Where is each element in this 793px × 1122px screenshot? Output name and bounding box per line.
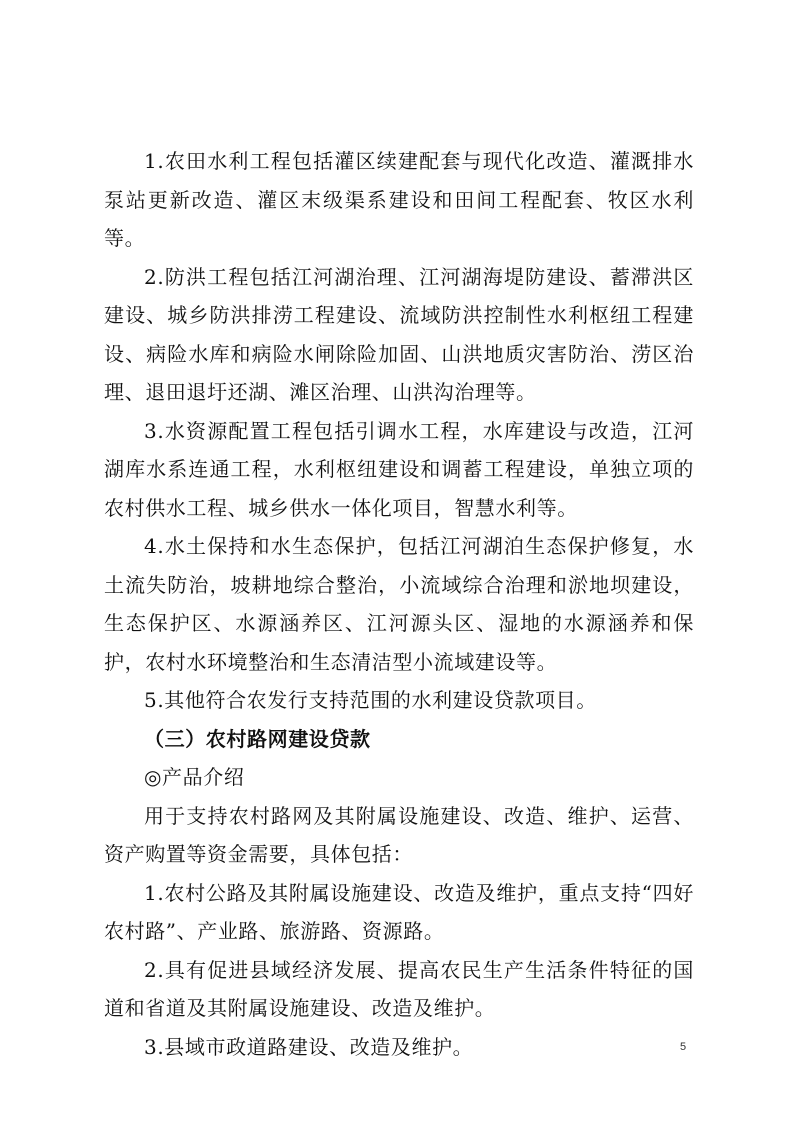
paragraph-other-water-projects: 5.其他符合农发行支持范围的水利建设贷款项目。 bbox=[144, 688, 597, 712]
intro-paragraph: 用于支持农村路网及其附属设施建设、改造、维护、运营、资产购置等资金需要，具体包括： bbox=[104, 803, 694, 866]
paragraph-flood-control: 2.防洪工程包括江河湖治理、江河湖海堤防建设、蓄滞洪区建设、城乡防洪排涝工程建设、流域防洪控制性水利枢纽工程建设、病险水库和病险水闸除险加固、山洪地质灾害防治、涝区治理、退田退圩还湖、滩区治理、山洪沟治理等。 bbox=[104, 264, 694, 404]
list-item-rural-highways: 1.农村公路及其附属设施建设、改造及维护，重点支持“四好农村路”、产业路、旅游路、资源路。 bbox=[104, 880, 694, 943]
product-intro-label: ◎产品介绍 bbox=[144, 765, 245, 789]
paragraph-farmland-irrigation: 1.农田水利工程包括灌区续建配套与现代化改造、灌溉排水泵站更新改造、灌区末级渠系建设和田间工程配套、牧区水利等。 bbox=[104, 149, 694, 250]
page-number: 5 bbox=[680, 1041, 687, 1053]
section-heading-rural-roads: （三）农村路网建设贷款 bbox=[144, 726, 371, 751]
document-body bbox=[104, 142, 694, 1066]
paragraph-water-allocation: 3.水资源配置工程包括引调水工程，水库建设与改造，江河湖库水系连通工程，水利枢纽建设和调蓄工程建设，单独立项的农村供水工程、城乡供水一体化项目，智慧水利等。 bbox=[104, 418, 694, 520]
list-item-national-provincial-roads: 2.具有促进县域经济发展、提高农民生产生活条件特征的国道和省道及其附属设施建设、改造及维护。 bbox=[104, 957, 694, 1020]
paragraph-soil-water-conservation: 4.水土保持和水生态保护，包括江河湖泊生态保护修复，水土流失防治，坡耕地综合整治，小流域综合治理和淤地坝建设，生态保护区、水源涵养区、江河源头区、湿地的水源涵养和保护，农村水环境整治和生态清洁型小流域建设等。 bbox=[104, 534, 694, 674]
list-item-county-municipal-roads: 3.县域市政道路建设、改造及维护。 bbox=[144, 1034, 474, 1059]
